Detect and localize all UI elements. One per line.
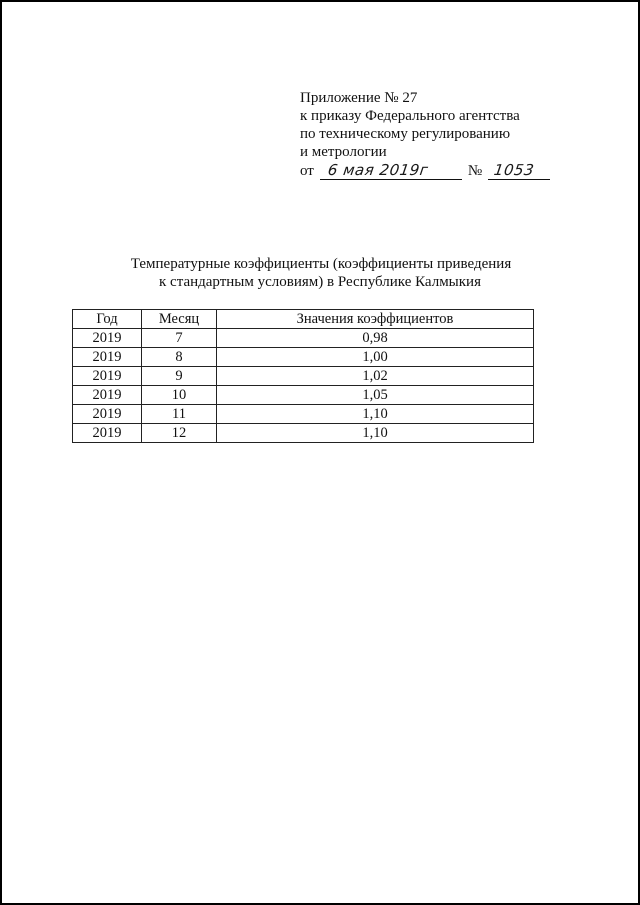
handwritten-date: 6 мая 2019г	[326, 161, 430, 179]
cell-value: 1,02	[217, 367, 534, 386]
annex-order-line: и метрологии	[300, 144, 387, 160]
cell-value: 1,00	[217, 348, 534, 367]
cell-month: 11	[142, 405, 217, 424]
cell-month: 8	[142, 348, 217, 367]
date-field	[320, 162, 462, 180]
handwritten-number: 1053	[492, 161, 536, 179]
cell-month: 9	[142, 367, 217, 386]
annex-block	[300, 89, 550, 180]
table-row	[73, 348, 534, 367]
cell-value: 1,10	[217, 424, 534, 443]
cell-year: 2019	[73, 386, 142, 405]
cell-year: 2019	[73, 405, 142, 424]
table-row	[73, 329, 534, 348]
document-heading	[0, 255, 640, 291]
cell-year: 2019	[73, 367, 142, 386]
number-field	[488, 162, 550, 180]
cell-year: 2019	[73, 348, 142, 367]
table-header-row	[73, 310, 534, 329]
heading-line: Температурные коэффициенты (коэффициенты приведения	[130, 256, 512, 272]
cell-year: 2019	[73, 424, 142, 443]
cell-value: 1,10	[217, 405, 534, 424]
number-label: №	[467, 163, 483, 179]
cell-month: 12	[142, 424, 217, 443]
table-row	[73, 367, 534, 386]
cell-value: 0,98	[217, 329, 534, 348]
cell-year: 2019	[73, 329, 142, 348]
coefficients-table	[72, 309, 534, 443]
annex-title: Приложение № 27	[300, 90, 418, 106]
header-month: Месяц	[142, 310, 217, 329]
header-values: Значения коэффициентов	[217, 310, 534, 329]
cell-month: 10	[142, 386, 217, 405]
table-row	[73, 405, 534, 424]
annex-date-line	[300, 162, 550, 180]
from-label: от	[300, 163, 314, 179]
cell-value: 1,05	[217, 386, 534, 405]
heading-line: к стандартным условиям) в Республике Калмыкия	[159, 274, 481, 290]
header-year: Год	[73, 310, 142, 329]
table-row	[73, 424, 534, 443]
cell-month: 7	[142, 329, 217, 348]
annex-order-line: по техническому регулированию	[300, 126, 511, 142]
annex-order-line: к приказу Федерального агентства	[300, 108, 520, 124]
table-row	[73, 386, 534, 405]
